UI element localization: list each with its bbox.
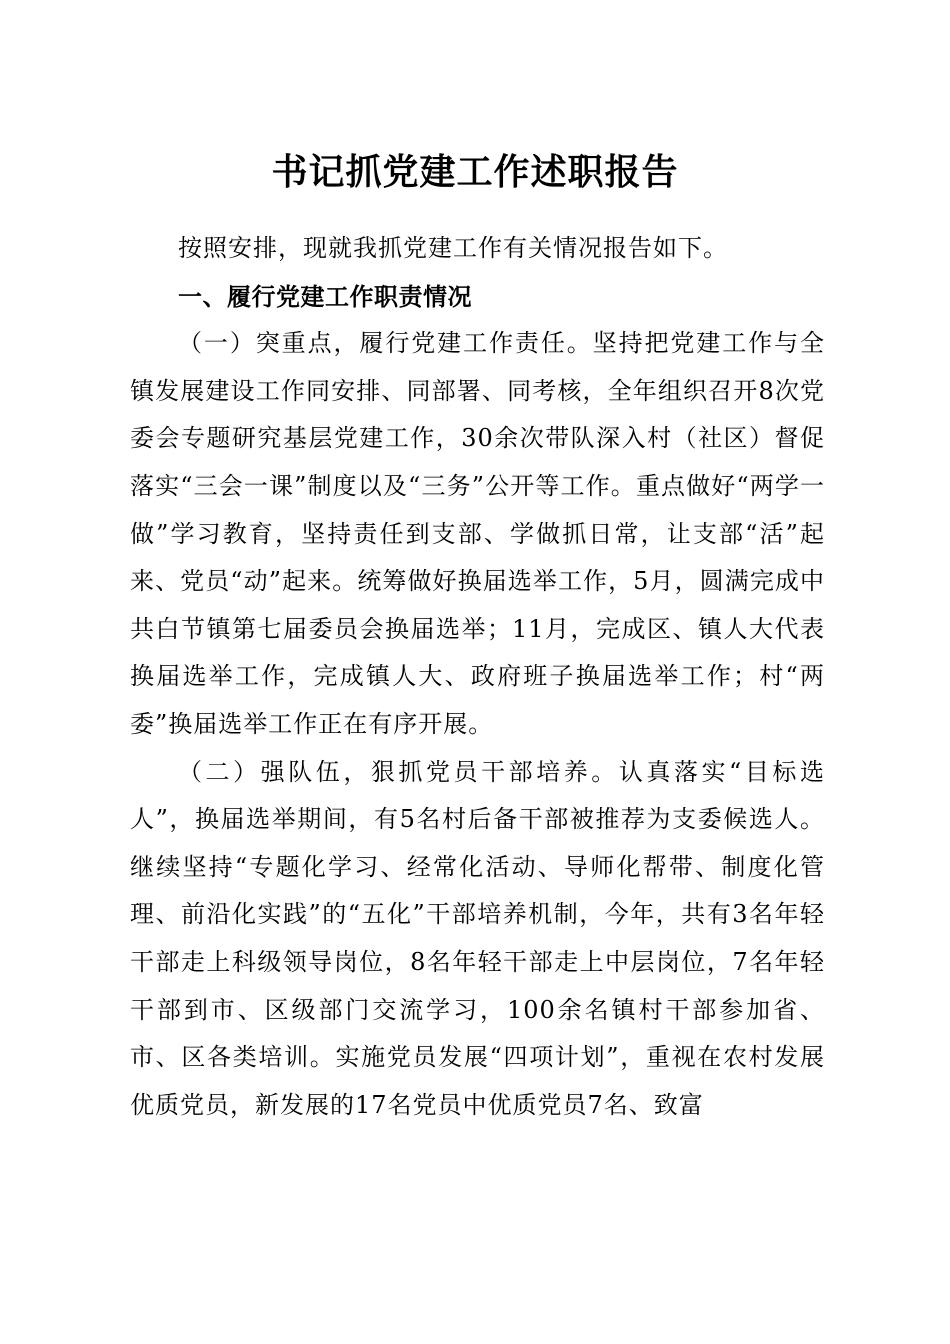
document-body (130, 225, 825, 1129)
body-paragraph: （一）突重点，履行党建工作责任。坚持把党建工作与全镇发展建设工作同安排、同部署、同考核，全年组织召开8次党委会专题研究基层党建工作，30余次带队深入村（社区）督促落实“三会一课”制度以及“三务”公开等工作。重点做好“两学一做”学习教育，坚持责任到支部、学做抓日常，让支部“活”起来、党员“动”起来。统筹做好换届选举工作，5月，圆满完成中共白节镇第七届委员会换届选举；11月，完成区、镇人大代表换届选举工作，完成镇人大、政府班子换届选举工作；村“两委”换届选举工作正在有序开展。 (130, 329, 825, 738)
body-paragraph: （二）强队伍，狠抓党员干部培养。认真落实“目标选人”，换届选举期间，有5名村后备干部被推荐为支委候选人。继续坚持“专题化学习、经常化活动、导师化帮带、制度化管理、前沿化实践”的“五化”干部培养机制，今年，共有3名年轻干部走上科级领导岗位，8名年轻干部走上中层岗位，7名年轻干部到市、区级部门交流学习，100余名镇村干部参加省、市、区各类培训。实施党员发展“四项计划”，重视在农村发展优质党员，新发展的17名党员中优质党员7名、致富 (130, 757, 825, 1119)
section-heading: 一、履行党建工作职责情况 (178, 281, 472, 311)
intro-paragraph: 按照安排，现就我抓党建工作有关情况报告如下。 (178, 234, 728, 262)
document-title: 书记抓党建工作述职报告 (271, 151, 679, 193)
